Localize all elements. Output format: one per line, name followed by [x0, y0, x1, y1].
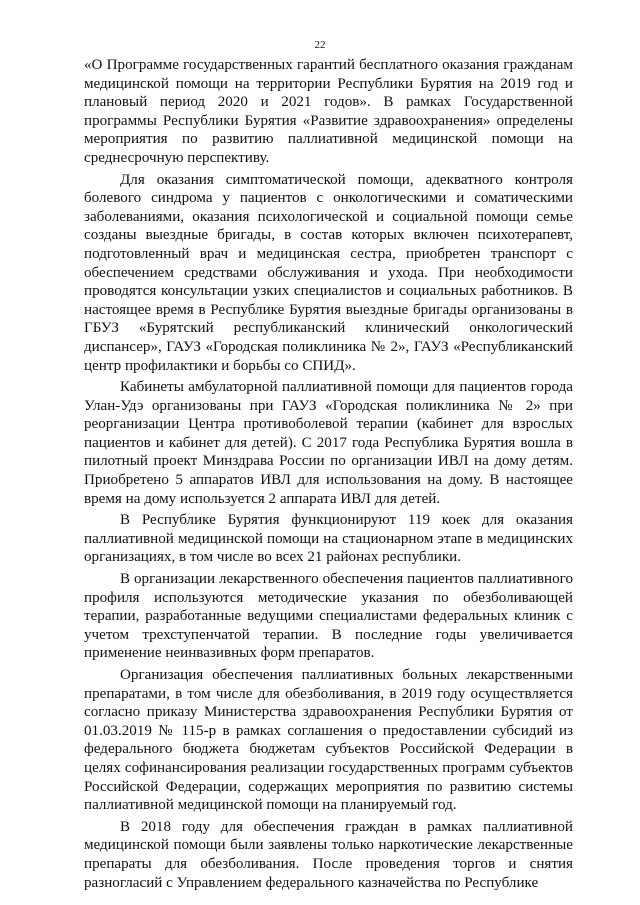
paragraph-drug-supply-order: Организация обеспечения паллиативных больных лекарственными препаратами, в том числе для обезболивания, в 2019 году осуществляется согласно приказу Министерства здравоохранения Республики Бурятия от 01.03.2019 № 115-р в рамках соглашения о предоставлении субсидий из федерального бюджета бюджетам субъектов Российской Федерации в целях софинансирования реализации государственных программ субъектов Российской Федерации, содержащих мероприятия по развитию системы паллиативной медицинской помощи на планируемый год.: [84, 667, 573, 814]
paragraph-program-reference: «О Программе государственных гарантий бесплатного оказания гражданам медицинской помощи на территории Республики Бурятия на 2019 год и плановый период 2020 и 2021 годов». В рамках Государственной программы Республики Бурятия «Развитие здравоохранения» определены мероприятия по развитию паллиативной медицинской помощи на среднесрочную перспективу.: [84, 57, 573, 166]
paragraph-outpatient-offices: Кабинеты амбулаторной паллиативной помощи для пациентов города Улан-Удэ организованы при ГАУЗ «Городская поликлиника № 2» при реорганизации Центра противоболевой терапии (кабинет для взрослых пациентов и кабинет для детей). С 2017 года Республика Бурятия вошла в пилотный проект Минздрава России по организации ИВЛ на дому детям. Приобретено 5 аппаратов ИВЛ для использования на дому. В настоящее время на дому используется 2 аппарата ИВЛ для детей.: [84, 379, 573, 507]
paragraph-2018-supply: В 2018 году для обеспечения граждан в рамках паллиативной медицинской помощи были заявлены только наркотические лекарственные препараты для обезболивания. После проведения торгов и снятия разногласий с Управлением федерального казначейства по Республике: [84, 818, 573, 891]
paragraph-drug-supply-guidelines: В организации лекарственного обеспечения пациентов паллиативного профиля используются методические указания по обезболивающей терапии, разработанные ведущими специалистами федеральных клиник с учетом трехступенчатой терапии. В последние годы увеличивается применение неинвазивных форм препаратов.: [84, 571, 573, 662]
page-number: 22: [314, 39, 326, 51]
document-body: [84, 56, 573, 892]
paragraph-mobile-teams: Для оказания симптоматической помощи, адекватного контроля болевого синдрома у пациентов с онкологическими и соматическими заболеваниями, оказания психологической и социальной помощи семье созданы выездные бригады, в состав которых включен психотерапевт, подготовленный врач и медицинская сестра, приобретен транспорт с обеспечением средствами обслуживания и ухода. При необходимости проводятся консультации узких специалистов и социальных работников. В настоящее время в Республике Бурятия выездные бригады организованы в ГБУЗ «Бурятский республиканский клинический онкологический диспансер», ГАУЗ «Городская поликлиника № 2», ГАУЗ «Республиканский центр профилактики и борьбы со СПИД».: [84, 171, 573, 374]
paragraph-inpatient-beds: В Республике Бурятия функционируют 119 коек для оказания паллиативной медицинской помощи на стационарном этапе в медицинских организациях, в том числе во всех 21 районах республики.: [84, 512, 573, 566]
